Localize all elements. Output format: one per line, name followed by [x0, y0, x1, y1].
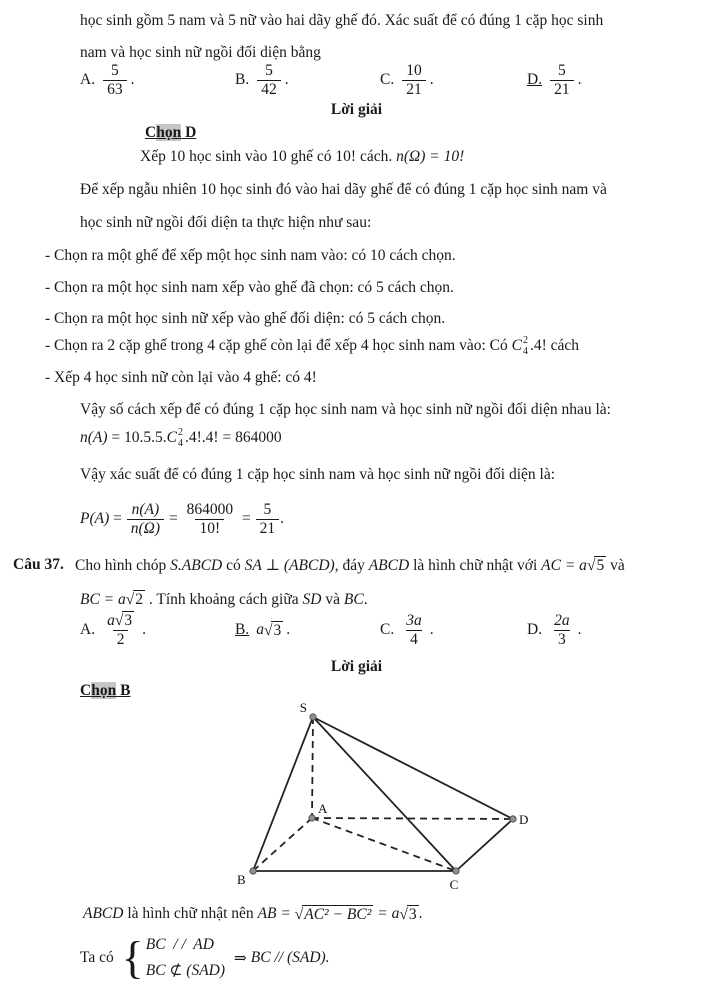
q36-statement-line2: nam và học sinh nữ ngồi đối diện bằng	[80, 44, 321, 61]
option-label-underlined: D.	[527, 71, 543, 88]
fraction: $\frac{n(A)}{n(\Omega)}$	[127, 501, 164, 538]
fraction: $\frac{864000}{10!}$	[186, 500, 234, 537]
q36-statement-line1: học sinh gồm 5 nam và 5 nữ vào hai dãy ghế đó. Xác suất để có đúng 1 cặp học sinh	[80, 12, 604, 29]
highlight: họn	[91, 682, 117, 699]
q36-option-d: D. $\frac{5}{21}$ .	[527, 61, 582, 98]
label-S: S	[299, 700, 307, 715]
vertex-A	[309, 815, 315, 821]
q37-solution-header: Lời giải	[330, 658, 383, 675]
fraction: a √ 3 2	[107, 612, 133, 648]
q36-bullet1: - Chọn ra một ghế để xếp một học sinh nam vào: có 10 cách chọn.	[45, 247, 456, 264]
q36-step-intro: Xếp 10 học sinh vào 10 ghế có 10! cách. n(Ω) = 10!	[140, 148, 465, 165]
q37-statement-line1: Cho hình chóp S.ABCD có SA ⊥ (ABCD), đáy ABCD là hình chữ nhật với AC = a √ 5 và	[75, 557, 625, 574]
sqrt: √ 5	[586, 557, 605, 574]
cases-stack: BC / / AD BC ⊄ (SAD)	[145, 936, 226, 979]
q36-para3: Vậy xác suất để có đúng 1 cặp học sinh nam và học sinh nữ ngồi đối diện là:	[80, 466, 556, 483]
edge-AD	[312, 818, 513, 819]
edge-SA	[312, 717, 313, 818]
fraction: $\frac{5}{42}$	[257, 62, 281, 99]
left-brace: {	[121, 932, 144, 984]
option-label: C.	[380, 71, 395, 88]
fraction: $\frac{5}{21}$	[550, 62, 574, 99]
option-label: A.	[80, 71, 96, 88]
sqrt: √ 3	[114, 612, 133, 630]
pyramid-figure	[225, 700, 535, 895]
q36-chosen-answer: Chọn D	[145, 124, 197, 141]
q36-option-b: B. $\frac{5}{42}$ .	[235, 61, 289, 98]
option-label: B.	[235, 71, 250, 88]
highlight: họn	[156, 124, 182, 141]
vertex-S	[310, 714, 316, 720]
q36-para1a: Để xếp ngẫu nhiên 10 học sinh đó vào hai dãy ghế để có đúng 1 cặp học sinh nam và	[80, 181, 607, 198]
vertex-D	[510, 816, 516, 822]
q36-bullet4: - Chọn ra 2 cặp ghế trong 4 cặp ghế còn lại để xếp 4 học sinh nam vào: Có C 2 4 .4! cách	[45, 334, 580, 357]
sqrt: √ 3	[399, 905, 417, 923]
q37-cases-line: Ta có { BC / / AD BC ⊄ (SAD) ⇒ BC // (SAD).	[80, 932, 330, 984]
q37-statement-line2: BC = a √ 2 . Tính khoảng cách giữa SD và BC.	[80, 591, 368, 608]
label-A: A	[318, 801, 328, 816]
q36-bullet2: - Chọn ra một học sinh nam xếp vào ghế đã chọn: có 5 cách chọn.	[45, 279, 454, 296]
q36-para1b: học sinh nữ ngồi đối diện ta thực hiện như sau:	[80, 214, 372, 231]
q36-probability-formula: P(A) = $\frac{n(A)}{n(\Omega)}$ = $\frac{864000}{10!}$ = $\frac{5}{21}$ .	[80, 500, 284, 537]
q36-bullet3: - Chọn ra một học sinh nữ xếp vào ghế đối diện: có 5 cách chọn.	[45, 310, 446, 327]
q36-bullet5: - Xếp 4 học sinh nữ còn lại vào 4 ghế: có 4!	[45, 369, 317, 386]
edge-AB	[253, 818, 312, 871]
fraction: $\frac{5}{63}$	[103, 62, 127, 99]
option-label: D.	[527, 621, 543, 638]
edge-SB	[253, 717, 313, 871]
omega-formula: n(Ω) = 10!	[396, 148, 465, 165]
edge-SD	[313, 717, 513, 819]
q36-para2: Vậy số cách xếp để có đúng 1 cặp học sinh nam và học sinh nữ ngồi đối diện nhau là:	[80, 401, 611, 418]
q37-chosen-answer: Chọn B	[80, 682, 131, 699]
edge-AC	[312, 818, 456, 871]
option-label-underlined: B.	[235, 621, 250, 638]
combination-symbol: C	[511, 337, 522, 354]
q37-option-d: D. $\frac{2a}{3}$ .	[527, 611, 582, 648]
sqrt: √ 2	[125, 591, 144, 608]
q37-option-b: B. a √ 3 .	[235, 621, 291, 639]
label-D: D	[519, 812, 529, 827]
sqrt: √ 3	[263, 621, 282, 639]
vertex-C	[453, 868, 459, 874]
combination-symbol: C	[166, 429, 178, 446]
option-label: C.	[380, 621, 395, 638]
q37-number: Câu 37.	[13, 556, 64, 573]
edge-SC	[313, 717, 456, 871]
fraction: $\frac{2a}{3}$	[554, 611, 570, 648]
q36-count-formula: n(A) = 10.5.5. C 2 4 .4!.4! = 864000	[80, 426, 282, 449]
edge-CD	[456, 819, 513, 871]
q36-option-a: A. $\frac{5}{63}$ .	[80, 61, 135, 98]
label-C: C	[449, 877, 459, 892]
q37-option-a: A. a √ 3 2 .	[80, 612, 146, 648]
sup-sub: 2 4	[522, 334, 528, 357]
q37-option-c: C. $\frac{3a}{4}$ .	[380, 611, 434, 648]
option-label: A.	[80, 621, 96, 638]
sup-sub: 2 4	[178, 426, 184, 449]
sqrt: √ AC² − BC²	[294, 905, 372, 923]
fraction: $\frac{5}{21}$	[256, 501, 280, 538]
q36-solution-header: Lời giải	[330, 101, 383, 118]
fraction: $\frac{3a}{4}$	[406, 611, 422, 648]
fraction: $\frac{10}{21}$	[402, 62, 426, 99]
q37-rectangle-line: ABCD là hình chữ nhật nên AB = √ AC² − BC² = a √ 3 .	[83, 905, 423, 923]
label-B: B	[237, 872, 246, 887]
q36-option-c: C. $\frac{10}{21}$ .	[380, 61, 434, 98]
vertex-B	[250, 868, 256, 874]
